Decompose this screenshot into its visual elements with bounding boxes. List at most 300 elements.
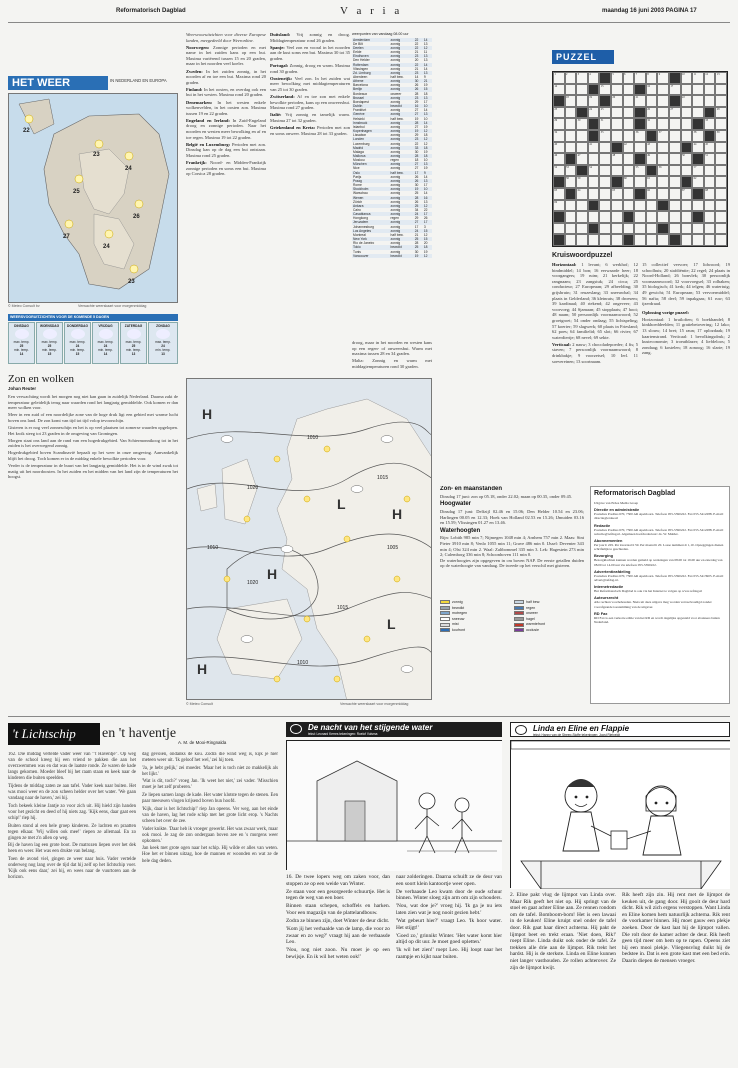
crossword-cell — [704, 130, 716, 142]
zon-maan-section: Zon- en maanstanden Dinsdag 17 juni: zon op 05.18, onder 22.02; maan op 00.35, onder 09.45. Hoogwater Dinsdag 17 juni: Delfzijl 02.46 en 15.06; Den Helder 10.54 en 23.06; Harlingen 00.05 en 12.33; Hoek van Holland 02.53 en 15.26; IJmuiden 03.16 en 15.59; Vlissingen 01.27 en 13.46. Waterhoogten Rijn: Lobith 985 min 7; Nijmegen 1048 min 4; Arnhem 757 min 2. Maas: Sint Pieter 3910 min 8; Venlo 1055 min 11; Grave 486 min 0. IJssel: Deventer 343 min 4; Olst 324 min 2. Waal: Zaltbommel 335 min 3. Lek: Hagestein 273 min 2; Culemborg 336 min 8; Schoonhoven 111 min 0. De waterhoogtes zijn opgegeven in cm boven NAP. De eerste getallen duiden op de waterhoogte van vandaag. De tweede op het verschil met gisteren. — [440, 486, 584, 569]
crossword-cell[interactable]: 28 — [715, 107, 727, 119]
weather-table-cell: 28 — [414, 91, 419, 96]
crossword-cell[interactable]: 63 — [553, 188, 565, 200]
crossword-cell[interactable] — [692, 84, 704, 96]
crossword-cell[interactable] — [692, 95, 704, 107]
crossword-cell[interactable]: 38 — [692, 130, 704, 142]
crossword-cell[interactable] — [681, 165, 693, 177]
crossword-cell[interactable] — [704, 200, 716, 212]
weather-table-cell: zonnig — [390, 183, 401, 188]
crossword-cell[interactable] — [634, 223, 646, 235]
crossword-cell[interactable] — [646, 234, 658, 246]
crossword-cell[interactable] — [611, 211, 623, 223]
sun-icon — [404, 496, 410, 502]
crossword-cell[interactable] — [599, 223, 611, 235]
crossword-cell[interactable]: 4 — [588, 72, 600, 84]
crossword-cell[interactable] — [565, 142, 577, 154]
weather-table-cell: zonnig — [390, 66, 401, 71]
crossword-cell[interactable]: 48 — [611, 153, 623, 165]
crossword-cell[interactable] — [576, 84, 588, 96]
cloud-icon — [281, 546, 293, 553]
crossword-cell[interactable]: 8 — [646, 72, 658, 84]
crossword-cell[interactable] — [657, 211, 669, 223]
crossword-cell[interactable]: 59 — [576, 176, 588, 188]
crossword-cell[interactable]: 32 — [646, 118, 658, 130]
crossword-cell[interactable] — [692, 234, 704, 246]
weather-table-cell: zonnig — [390, 99, 401, 104]
crossword-cell[interactable]: 5 — [611, 72, 623, 84]
crossword-cell[interactable] — [634, 211, 646, 223]
crossword-cell — [692, 211, 704, 223]
crossword-cell[interactable] — [623, 130, 635, 142]
weather-table-cell: zonnig — [390, 46, 414, 50]
crossword-cell[interactable]: 53 — [565, 165, 577, 177]
crossword-cell[interactable] — [565, 107, 577, 119]
weather-table-cell: 17 — [423, 183, 428, 188]
crossword-cell — [669, 72, 681, 84]
comic1-title: De nacht van het stijgende water — [308, 723, 433, 732]
europe-map-caption: Verwachte weerskaart voor morgenmiddag — [340, 702, 409, 706]
crossword-cell[interactable] — [669, 200, 681, 212]
crossword-cell[interactable] — [715, 153, 727, 165]
crossword-cell[interactable]: 27 — [669, 107, 681, 119]
weather-table-cell: Brussel — [352, 96, 390, 100]
weather-table-cell: zonnig — [390, 96, 414, 100]
crossword-cell — [553, 176, 565, 188]
weather-table-cell: 12 — [423, 46, 432, 50]
weather-table-cell: 14 — [423, 174, 428, 179]
weather-table-cell: zonnig — [390, 212, 414, 216]
crossword-cell[interactable]: 62 — [692, 176, 704, 188]
crossword-cell[interactable] — [565, 118, 577, 130]
crossword-cell[interactable]: 22 — [681, 95, 693, 107]
crossword-cell[interactable] — [623, 153, 635, 165]
crossword-cell[interactable]: 41 — [588, 142, 600, 154]
crossword-cell[interactable]: 7 — [634, 72, 646, 84]
weather-table-cell: München — [352, 162, 390, 166]
zon-author: Johan Reuter — [8, 386, 37, 391]
crossword-cell[interactable]: 34 — [553, 130, 565, 142]
crossword-cell[interactable] — [669, 165, 681, 177]
crossword-cell[interactable] — [599, 200, 611, 212]
crossword-cell[interactable] — [588, 211, 600, 223]
crossword-cell — [588, 130, 600, 142]
crossword-cell[interactable] — [715, 211, 727, 223]
legend-label: hagel — [526, 616, 535, 621]
crossword-cell[interactable] — [611, 107, 623, 119]
crossword-cell[interactable] — [681, 130, 693, 142]
crossword-cell[interactable] — [565, 200, 577, 212]
crossword-cell[interactable] — [623, 223, 635, 235]
crossword-cell[interactable] — [681, 234, 693, 246]
crossword-cell[interactable] — [657, 188, 669, 200]
crossword-cell[interactable]: 17 — [669, 84, 681, 96]
crossword-cell[interactable] — [715, 84, 727, 96]
weather-table-cell: Tokio — [352, 245, 390, 249]
crossword-cell[interactable]: 12 — [704, 72, 716, 84]
crossword-cell[interactable] — [634, 176, 646, 188]
legend-label: onweer — [526, 611, 538, 616]
high-pressure-label: H — [202, 406, 213, 422]
crossword-cell — [634, 107, 646, 119]
crossword-cell[interactable] — [669, 176, 681, 188]
weather-table-cell: 19 — [423, 249, 428, 254]
crossword-cell[interactable]: 16 — [646, 84, 658, 96]
crossword-cell[interactable]: 1 — [553, 72, 565, 84]
weather-table-cell: zonnig — [390, 83, 401, 88]
weather-table-cell: Rio de Janeiro — [353, 241, 375, 246]
legend-item — [440, 617, 510, 622]
crossword-cell[interactable] — [611, 130, 623, 142]
crossword-cell[interactable]: 65 — [611, 188, 623, 200]
crossword-cell[interactable]: 23 — [553, 107, 565, 119]
high-pressure-label: H — [392, 506, 403, 522]
comic-stijgende-water — [286, 722, 502, 1060]
legend-label: occlusie — [526, 627, 539, 632]
weather-table-cell: 12 — [423, 129, 432, 133]
masthead-rule — [8, 22, 730, 23]
crossword-cell[interactable]: 58 — [565, 176, 577, 188]
crossword-cell[interactable]: 35 — [599, 130, 611, 142]
crossword-cell[interactable] — [715, 188, 727, 200]
crossword-cell[interactable] — [611, 234, 623, 246]
colofon-section-title: Auteursrecht — [594, 595, 619, 601]
crossword-cell[interactable]: 68 — [704, 188, 716, 200]
colofon-section-title: Directie en administratie — [594, 507, 640, 513]
crossword-cell[interactable] — [623, 118, 635, 130]
crossword-cell[interactable] — [681, 118, 693, 130]
crossword-cell[interactable] — [588, 188, 600, 200]
crossword-cell[interactable]: 49 — [646, 153, 658, 165]
crossword-cell[interactable] — [599, 153, 611, 165]
weather-table-cell: Amsterdam — [352, 38, 390, 42]
crossword-cell[interactable] — [623, 165, 635, 177]
crossword-cell[interactable] — [669, 142, 681, 154]
legend-swatch-icon — [514, 611, 524, 615]
crossword-cell[interactable]: 57 — [692, 165, 704, 177]
weather-table-cell: 10 — [423, 158, 428, 163]
crossword-cell[interactable] — [681, 107, 693, 119]
crossword-cell[interactable]: 18 — [565, 95, 577, 107]
crossword-cell[interactable] — [588, 234, 600, 246]
weather-table-cell: zonnig — [390, 196, 414, 200]
crossword-cell[interactable]: 15 — [599, 84, 611, 96]
comic2-panel — [510, 740, 730, 888]
weather-table-cell: Den Helder — [353, 58, 370, 63]
isobar-label: 1005 — [387, 545, 399, 551]
crossword-grid[interactable] — [552, 71, 728, 247]
crossword-cell[interactable] — [681, 200, 693, 212]
crossword-cell[interactable]: 31 — [599, 118, 611, 130]
crossword-cell[interactable] — [623, 188, 635, 200]
crossword-cell[interactable] — [715, 142, 727, 154]
weather-table-cell: 17 — [423, 99, 428, 104]
crossword-cell[interactable] — [576, 234, 588, 246]
weather-table-cell: 14 — [423, 191, 428, 196]
crossword-cell — [588, 223, 600, 235]
legend-label: warmtefront — [526, 622, 545, 627]
crossword-cell[interactable]: 37 — [657, 130, 669, 142]
crossword-cell[interactable]: 19 — [588, 95, 600, 107]
weather-table-cell: 12 — [423, 137, 432, 141]
crossword-cell[interactable] — [657, 95, 669, 107]
weather-table-cell: Nice — [353, 166, 360, 171]
crossword-cell[interactable]: 47 — [576, 153, 588, 165]
weather-table-cell: 17 — [423, 212, 432, 216]
legend-swatch-icon — [440, 600, 450, 604]
comic-linda-eline — [510, 722, 730, 1060]
waterhoogten-title: Waterhoogten — [440, 527, 481, 534]
colofon-section-text: RD Fax is een verkorte editie van het RD en wordt dagelijks opgesteld voor abonnees buiten Nederland. — [594, 615, 720, 624]
weather-table-cell: 10 — [423, 116, 428, 121]
crossword-cell[interactable] — [692, 200, 704, 212]
crossword-cell[interactable]: 21 — [634, 95, 646, 107]
crossword-cell[interactable] — [599, 211, 611, 223]
crossword-cell[interactable]: 9 — [657, 72, 669, 84]
legend-label: zonnig — [452, 600, 463, 604]
crossword-cell[interactable] — [565, 223, 577, 235]
map-temp-5: 27 — [63, 234, 70, 240]
crossword-cell[interactable] — [657, 142, 669, 154]
crossword-cell[interactable] — [657, 107, 669, 119]
crossword-cell[interactable] — [576, 223, 588, 235]
crossword-cell[interactable]: 11 — [692, 72, 704, 84]
comic2-credit: tekst: Hanny van de Streep-Stoffe tekeningen: Joost Rietveldt — [533, 733, 620, 737]
weather-table-cell: Rotterdam — [352, 63, 390, 67]
crossword-cell[interactable] — [576, 211, 588, 223]
crossword-cell — [634, 188, 646, 200]
crossword-cell[interactable] — [599, 188, 611, 200]
crossword-cell — [623, 234, 635, 246]
crossword-cell[interactable]: 20 — [611, 95, 623, 107]
crossword-cell[interactable]: 40 — [553, 142, 565, 154]
weather-table-cell: 13 — [423, 58, 428, 63]
lichtschip-col2: dag gevoien, ondanks de kou. Zodra die wind weg is, kijk je hier meteen weer uit. 'Ik geloof het wel,' zei hij toen. 'Ja, je hebt gelijk,' zei moeder. 'Maar het is toch niet zo makkelijk als het lijkt.' 'Wat is dit, toch?' vroeg Jan. 'Ik weet het niet,' zei vader. 'Misschien moet je het zelf proberen.' Ze liepen samen langs de kade. Het water klotste tegen de stenen. Een paar meeuwen vlogen krijsend boven hun hoofd. 'Kijk, daar is het lichtschip!' riep Jan opeens. Ver weg, aan het einde van de haven, lag het rode schip met het grote licht erop. 's Nachts scheen het over de zee. Vader knikte. 'Daar heb ik vroeger gewerkt. Het was zwaar werk, maar ook mooi. Je zag de zon ondergaan boven zee en 's morgens weer opkomen.' Jan keek met grote ogen naar het schip. Hij wilde er alles van weten. Hoe het er binnen uitzag, hoe de mannen er woonden en wat ze de hele dag deden. — [142, 752, 278, 864]
crossword-cell[interactable]: 51 — [704, 153, 716, 165]
crossword-cell[interactable] — [623, 200, 635, 212]
crossword-cell[interactable] — [715, 118, 727, 130]
weather-table-cell: 26 — [414, 179, 423, 183]
crossword-cell[interactable] — [611, 223, 623, 235]
crossword-cell[interactable] — [692, 223, 704, 235]
crossword-cell[interactable] — [669, 223, 681, 235]
crossword-cell[interactable] — [715, 234, 727, 246]
crossword-cell[interactable] — [623, 84, 635, 96]
crossword-cell[interactable] — [634, 234, 646, 246]
crossword-cell[interactable] — [681, 84, 693, 96]
crossword-cell[interactable]: 24 — [588, 107, 600, 119]
crossword-cell[interactable] — [565, 84, 577, 96]
crossword-cell[interactable]: 44 — [692, 142, 704, 154]
crossword-cell[interactable]: 13 — [715, 72, 727, 84]
weather-table-cell: Jeruzalem — [352, 220, 390, 224]
weather-table-cell: zonnig — [390, 208, 401, 212]
weather-table-cell: Los Angeles — [352, 229, 390, 233]
crossword-cell[interactable] — [715, 200, 727, 212]
crossword-cell[interactable]: 26 — [646, 107, 658, 119]
crossword-cell[interactable]: 64 — [576, 188, 588, 200]
colofon-section-text: Postadres Postbus 670, 7300 AR Apeldoorn. Telefoon 055-5390222. Fax 055-5412288. E-mail: directie@erdee.nl — [594, 512, 724, 521]
crossword-cell[interactable] — [669, 130, 681, 142]
crossword-cell[interactable] — [588, 153, 600, 165]
weather-table-cell: Oslo — [352, 171, 390, 175]
weather-table-cell: bewolkt — [390, 254, 414, 258]
crossword-cell — [657, 200, 669, 212]
isobar-label: 1010 — [307, 435, 319, 441]
crossword-cell[interactable]: 36 — [634, 130, 646, 142]
zon-maan-title: Zon- en maanstanden — [440, 486, 503, 492]
crossword-cell[interactable] — [646, 223, 658, 235]
crossword-cell[interactable]: 30 — [576, 118, 588, 130]
weather-table-cell: zonnig — [390, 87, 414, 91]
crossword-cell[interactable] — [611, 84, 623, 96]
weather-table-cell: zonnig — [390, 154, 414, 158]
crossword-cell[interactable]: 69 — [553, 200, 565, 212]
crossword-cell[interactable] — [704, 84, 716, 96]
crossword-cell[interactable] — [657, 84, 669, 96]
crossword-cell[interactable]: 46 — [553, 153, 565, 165]
crossword-cell[interactable] — [692, 107, 704, 119]
crossword-cell — [565, 153, 577, 165]
crossword-cell[interactable] — [704, 234, 716, 246]
crossword-cell[interactable] — [623, 107, 635, 119]
weather-table-cell: 15 — [423, 237, 432, 241]
crossword-cell[interactable] — [576, 130, 588, 142]
crossword-cell[interactable] — [704, 95, 716, 107]
crossword-cell[interactable] — [599, 234, 611, 246]
europe-weather-map — [186, 378, 432, 700]
crossword-cell[interactable] — [565, 130, 577, 142]
crossword-cell[interactable] — [704, 165, 716, 177]
sun-icon — [334, 676, 340, 682]
crossword-cell[interactable] — [646, 95, 658, 107]
lichtschip-col1: 162. Die middag vertelde vader weer van "'t Haventje". Op weg van de school kreeg hij een vriend te pakken die aan het overzwemmen was en dat was de laatste ronde. Ze waren de kade langs gekomen. Moeder bleef bij het raam staan en keek naar de kinderen die buiten speelden. Tijdens de middag zaten ze aan tafel. Vader keek naar buiten. Het was mooi weer en de zon scheen helder over het water. 'We gaan vandaag naar de haven,' zei hij. Toch bekeek kleine Jantje zo voor zich uit. Hij hield zijn handen voor het gezicht en deed of hij niets zag. 'Kijk eens, daar gaat een schip!' riep hij. Buiten stond al een hele groep kinderen. Ze lachten en praatten tegen elkaar. 'Wij willen ook mee!' riepen ze allemaal. En zo gingen ze met z'n allen op weg. Bij de haven lag een grote boot. De matrozen liepen over het dek heen en weer. Het was een drukte van belang. Toen de avond viel, gingen ze weer naar huis. Vader vertelde onderweg nog lang over de tijd dat hij zelf op het lichtschip voer. 'Kijk ook eens daar,' zei hij, en wees naar de vuurtoren aan de horizon. — [8, 752, 136, 881]
weather-table-cell: 30 — [414, 249, 419, 254]
crossword-cell[interactable]: 52 — [553, 165, 565, 177]
weather-table-cell: 20 — [414, 58, 419, 63]
weather-table-cell: 26 — [414, 87, 423, 91]
crossword-cell[interactable] — [704, 211, 716, 223]
crossword-cell[interactable] — [646, 200, 658, 212]
crossword-cell[interactable] — [611, 200, 623, 212]
crossword-cell[interactable]: 55 — [634, 165, 646, 177]
crossword-cell[interactable]: 6 — [623, 72, 635, 84]
weather-table-cell: zonnig — [390, 166, 401, 171]
crossword-cell[interactable]: 2 — [565, 72, 577, 84]
crossword-cell[interactable] — [553, 223, 565, 235]
crossword-cell[interactable] — [669, 211, 681, 223]
crossword-cell[interactable] — [611, 118, 623, 130]
weather-legend — [440, 600, 584, 700]
europe-forecast-col2: Duitsland: Vrij zonnig en droog. Middagtemperatuur rond 26 graden. Spanje: Veel zon en vooral in het noorden aan de kust soms een bui. Maxima 30 tot 35 graden. Portugal: Zonnig, droog en warm. Maxima rond 30 graden. Oostenrijk: Veel zon. In het zuiden wat meer bewolking met middagtemperaturen van 25 tot 30 graden. Zwitserland: Af en toe zon met enkele bewolkte perioden, kans op een onweersbui. Maxima rond 27 graden. Italië: Vrij zonnig en tamelijk warm. Maxima 27 tot 32 graden. Griekenland en Kreta: Perioden met zon en soms onweer. Maxima 28 tot 33 graden. — [270, 32, 350, 136]
crossword-cell[interactable] — [623, 95, 635, 107]
crossword-cell[interactable] — [588, 176, 600, 188]
forecast-header: WEERSVOORUITZICHTEN VOOR DE KOMENDE 5 DAGEN — [8, 314, 178, 321]
comic1-banner — [286, 722, 502, 737]
weather-table-cell: 11 — [423, 50, 428, 55]
crossword-cell[interactable]: 61 — [646, 176, 658, 188]
crossword-cell — [669, 95, 681, 107]
map-temp-6: 24 — [103, 244, 110, 250]
crossword-cell[interactable] — [715, 223, 727, 235]
crossword-cell[interactable]: 66 — [646, 188, 658, 200]
crossword-cell[interactable] — [565, 211, 577, 223]
colofon-section-text: Postadres Postbus 670, 7300 AR Apeldoorn. Telefoon 055-5390222. Fax 055-5412288. E-mail: redactie@refdag.nl. Algemeen hoofdredacteur: ds. W. Mulder. — [594, 527, 724, 536]
crossword-cell[interactable] — [634, 142, 646, 154]
weather-table-cell: Kopenhagen — [352, 129, 390, 133]
crossword-cell[interactable] — [599, 165, 611, 177]
crossword-cell[interactable] — [681, 211, 693, 223]
comic2-text-col2: Rik heeft zijn zin. Hij rent met de lijmpot de keuken uit, de gang door. Hij gooit de deur hard dicht. Rik wil zich ergens verstoppen. Want Linda en Eline komen hem natuurlijk achterna. Rik rent de voorkamer binnen. Hij moet gauw een plekje zoeken. Door de kast laat hij de lijmpot vallen. Die rolt door de kamer achter de deur. Rik heeft geen tijd meer om hem op te rapen. Opeens ziet hij een mooi plekje. Vliegensvlug duikt hij de bedstee in. Dat is een grote kast met een bed erin. Daarin diepen de mensen vroeger. — [622, 892, 730, 964]
crossword-cell[interactable] — [599, 176, 611, 188]
crossword-cell[interactable] — [657, 118, 669, 130]
legend-swatch-icon — [440, 628, 450, 632]
weather-table-cell: 29 — [414, 216, 419, 221]
crossword-cell — [634, 118, 646, 130]
weather-table-cell: 16 — [414, 104, 423, 108]
crossword-cell[interactable]: 54 — [588, 165, 600, 177]
crossword-cell[interactable] — [669, 188, 681, 200]
crossword-cell[interactable] — [611, 165, 623, 177]
crossword-cell[interactable]: 43 — [646, 142, 658, 154]
weather-table-cell: zonnig — [390, 204, 414, 208]
crossword-cell[interactable] — [715, 176, 727, 188]
weather-table-cell: 21 — [414, 232, 419, 237]
crossword-cell[interactable]: 14 — [553, 84, 565, 96]
sun-icon — [304, 496, 310, 502]
crossword-cell[interactable]: 25 — [599, 107, 611, 119]
crossword-cell[interactable]: 60 — [623, 176, 635, 188]
crossword-cell[interactable]: 67 — [681, 188, 693, 200]
crossword-cell[interactable] — [669, 153, 681, 165]
weather-table-cell: zonnig — [390, 162, 414, 166]
crossword-cell[interactable]: 39 — [715, 130, 727, 142]
crossword-cell[interactable] — [599, 142, 611, 154]
crossword-cell[interactable] — [657, 176, 669, 188]
crossword-cell[interactable] — [704, 223, 716, 235]
crossword-cell[interactable] — [646, 211, 658, 223]
colofon-section-text: Het Reformatorisch Dagblad is ook via het Internet te volgen op www.refdag.nl — [594, 589, 703, 594]
crossword-cell[interactable] — [704, 176, 716, 188]
crossword-cell[interactable] — [681, 223, 693, 235]
crossword-cell[interactable] — [634, 200, 646, 212]
crossword-cell[interactable]: 42 — [623, 142, 635, 154]
weather-table-cell: 27 — [414, 220, 423, 224]
crossword-cell[interactable] — [576, 142, 588, 154]
legend-label: regen — [526, 605, 536, 610]
crossword-cell[interactable]: 56 — [657, 165, 669, 177]
nl-map-caption: Verwachte weerskaart voor morgenmiddag — [78, 304, 147, 308]
crossword-cell[interactable] — [669, 118, 681, 130]
crossword-cell[interactable]: 10 — [681, 72, 693, 84]
crossword-cell[interactable]: 3 — [576, 72, 588, 84]
crossword-cell[interactable] — [576, 200, 588, 212]
crossword-cell[interactable]: 50 — [681, 153, 693, 165]
weather-table-cell: 13 — [423, 179, 432, 183]
crossword-cell[interactable] — [576, 95, 588, 107]
crossword-cell[interactable]: 45 — [704, 142, 716, 154]
crossword-cell[interactable]: 29 — [553, 118, 565, 130]
weather-table-cell: Vancouver — [352, 254, 390, 258]
crossword-cell[interactable] — [715, 95, 727, 107]
crossword-cell[interactable] — [715, 165, 727, 177]
comic2-text-col1: 2. Eline pakt vlug de lijmpot van Linda over. Maar Rik geeft het niet op. Hij springt van de stoel en gaat achter Eline aan. Ze rennen rondom om de tafel. Bomboom-bom! Het is een lawaai in de keuken! Eline kruipt snel onder de tafel door. Rik gaat haar direct achterna. Hij pakt de lijmpot beet en trekt eraan. 'Niet doen, Rik!' roept Eline. Linda duikt ook onder de tafel. Ze trekken alle drie aan de lijmpot. Rik trekt het hardst. Hij is de sterkste. Linda en Eline kunnen niet langer vasthouden. Ze rollen achterover. Ze zijn de lijmpot kwijt. — [510, 892, 616, 971]
weather-table-cell: zonnig — [390, 249, 401, 254]
crossword-cell[interactable] — [657, 234, 669, 246]
crossword-cell[interactable]: 33 — [704, 118, 716, 130]
crossword-cell[interactable] — [565, 234, 577, 246]
crossword-cell[interactable] — [657, 153, 669, 165]
